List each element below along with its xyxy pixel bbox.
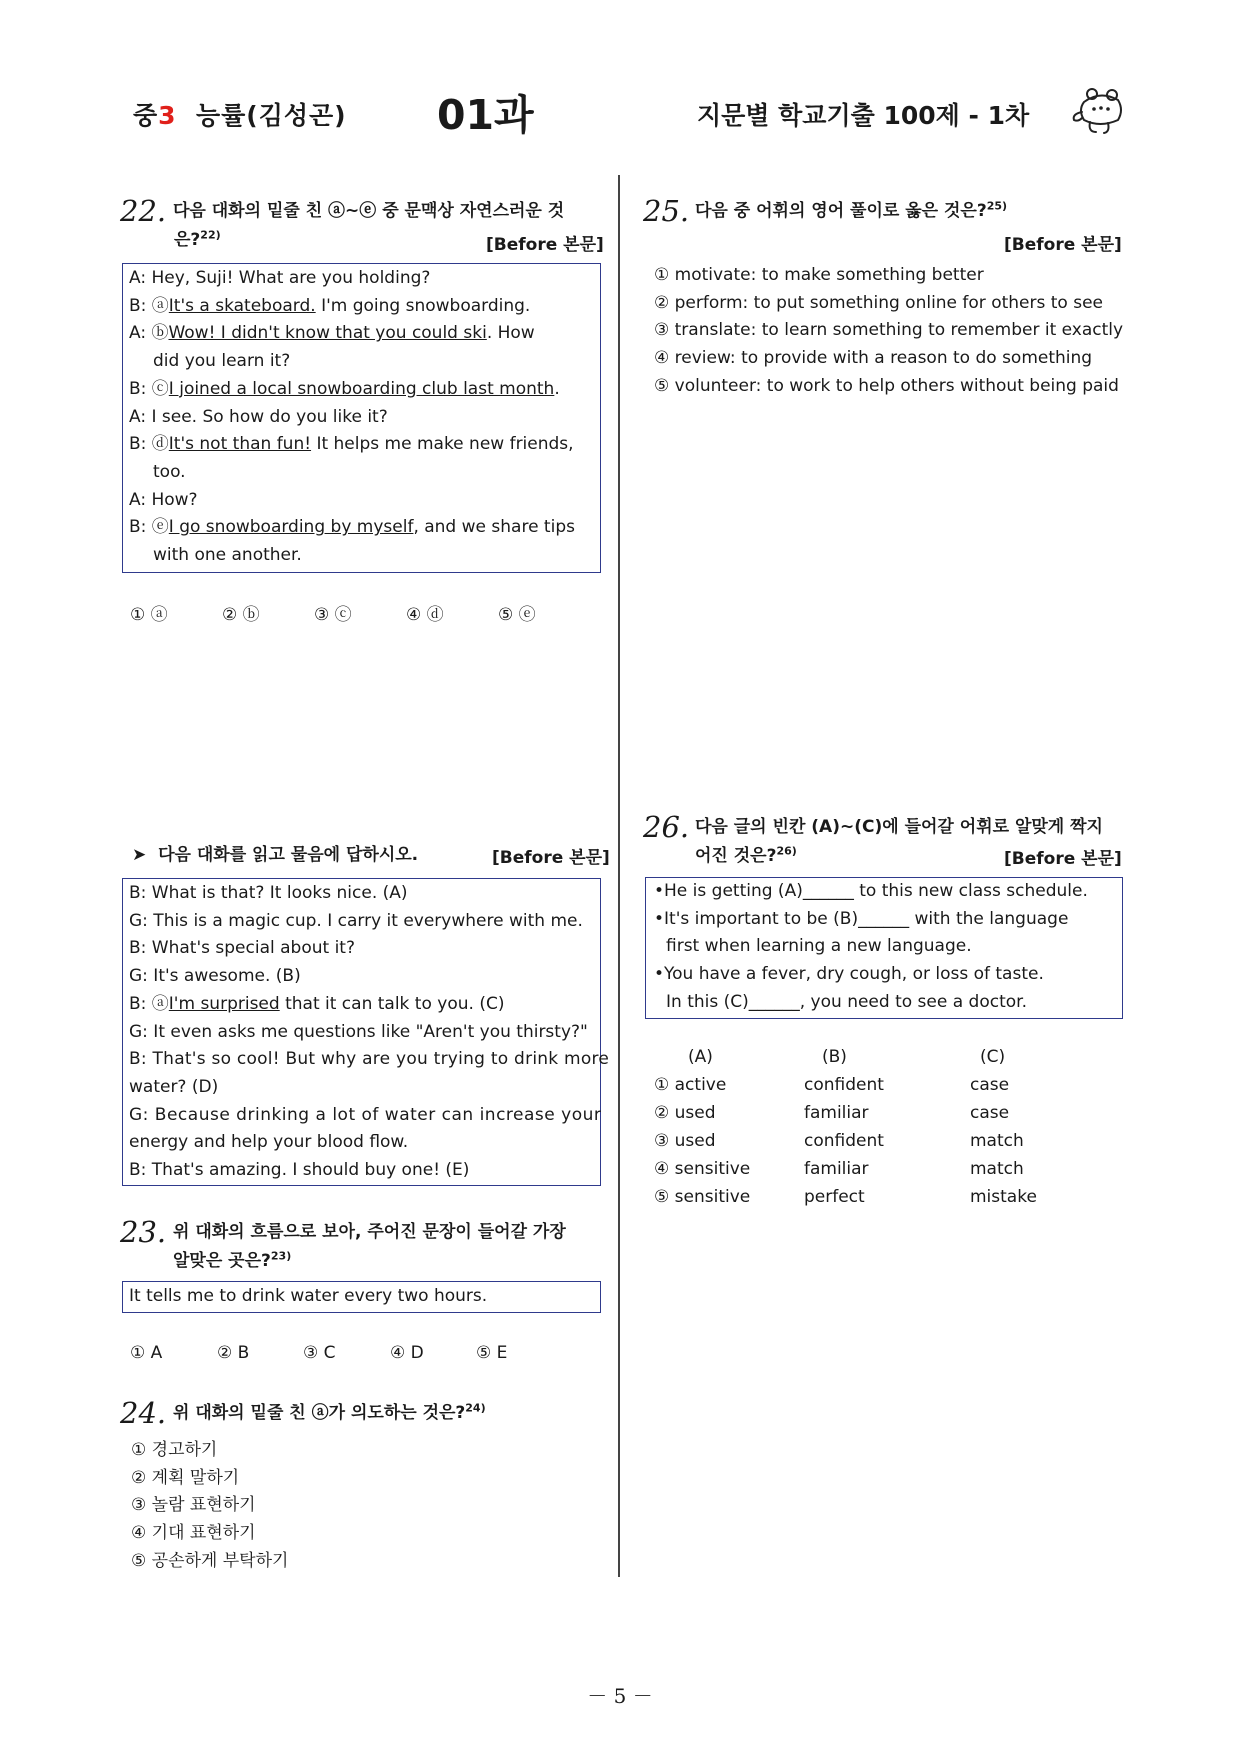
option-2-c: case xyxy=(970,1103,1010,1123)
option-2[interactable]: ② perform: to put something online for others to see xyxy=(654,292,1103,313)
option-1[interactable]: ① A xyxy=(130,1343,163,1363)
footnote-ref-25: 25) xyxy=(986,199,1008,213)
given-sentence-box xyxy=(122,1281,601,1313)
dialog-line: A: How? xyxy=(129,489,198,510)
answer-options-22 xyxy=(130,600,550,628)
option-4-c: match xyxy=(970,1159,1024,1179)
option-2[interactable]: ② used xyxy=(654,1103,716,1123)
answer-options-25 xyxy=(654,262,1123,401)
grade-number: 3 xyxy=(158,101,177,130)
shared-dialog-instruction xyxy=(132,841,418,870)
dialog-box-22 xyxy=(122,263,601,573)
dialog-line: water? (D) xyxy=(129,1076,219,1097)
given-sentence: It tells me to drink water every two hours. xyxy=(129,1286,488,1306)
dialog-line: G: It's awesome. (B) xyxy=(129,966,301,987)
option-1[interactable]: ① ⓐ xyxy=(130,605,168,625)
footnote-ref-23: 23) xyxy=(270,1249,292,1263)
answer-options-23 xyxy=(130,1343,530,1371)
column-header-b: (B) xyxy=(822,1047,847,1067)
underline-d: It's not than fun! xyxy=(168,434,312,455)
question-26-text-2: 어진 것은? xyxy=(695,846,777,866)
column-header-a: (A) xyxy=(688,1047,713,1067)
sentence-line: •He is getting (A)______ to this new class schedule. xyxy=(654,881,1088,901)
dialog-line: A: I see. So how do you like it? xyxy=(129,406,388,427)
footnote-ref-22: 22) xyxy=(200,228,221,242)
grade-textbook-label xyxy=(133,96,347,132)
dialog-line: B: That's so cool! But why are you trying to drink more xyxy=(129,1049,610,1070)
option-4[interactable]: ④ ⓓ xyxy=(406,605,444,625)
dialog-line: B: ⓐIt's a skateboard. I'm going snowboarding. xyxy=(129,295,531,316)
sentence-line: •You have a fever, dry cough, or loss of taste. xyxy=(654,964,1044,985)
option-3[interactable]: ③ translate: to learn something to remember it exactly xyxy=(654,320,1124,341)
dialog-line: B: What's special about it? xyxy=(129,938,355,959)
dialog-line: G: Because drinking a lot of water can increase your xyxy=(129,1104,602,1125)
question-number-26: 26. xyxy=(643,810,690,844)
question-24-prompt xyxy=(173,1399,486,1428)
footnote-ref-24: 24) xyxy=(465,1401,486,1415)
option-3[interactable]: ③ used xyxy=(654,1131,716,1151)
option-3[interactable]: ③ ⓒ xyxy=(314,605,352,625)
dialog-line: B: What is that? It looks nice. (A) xyxy=(129,883,408,903)
question-22-text: 다음 대화의 밑줄 친 ⓐ~ⓔ 중 문맥상 자연스러운 것 xyxy=(173,201,565,221)
sentence-box-26 xyxy=(645,877,1123,1019)
option-4[interactable]: ④ sensitive xyxy=(654,1159,751,1179)
option-5[interactable]: ⑤ 공손하게 부탁하기 xyxy=(131,1550,289,1571)
sentence-line: In this (C)______, you need to see a doctor. xyxy=(666,991,1027,1012)
question-number-22: 22. xyxy=(120,194,167,228)
answer-table-26 xyxy=(654,1044,1104,1214)
dialog-line: too. xyxy=(153,461,186,482)
textbook-name: 능률(김성곤) xyxy=(195,101,347,130)
option-1-b: confident xyxy=(804,1075,884,1095)
option-5[interactable]: ⑤ sensitive xyxy=(654,1187,751,1207)
source-tag-shared: [Before 본문] xyxy=(492,848,610,868)
question-23-text-2: 알맞은 곳은? xyxy=(173,1251,271,1271)
underline-a: It's a skateboard. xyxy=(168,295,316,316)
lesson-title: 01과 xyxy=(437,91,534,139)
dialog-line: with one another. xyxy=(153,545,302,566)
option-1[interactable]: ① motivate: to make something better xyxy=(654,265,984,285)
question-24-text: 위 대화의 밑줄 친 ⓐ가 의도하는 것은? xyxy=(173,1403,466,1423)
question-25-prompt xyxy=(695,197,1007,226)
question-26-text: 다음 글의 빈칸 (A)~(C)에 들어갈 어휘로 알맞게 짝지 xyxy=(695,817,1103,837)
option-5[interactable]: ⑤ volunteer: to work to help others without being paid xyxy=(654,375,1119,396)
option-3-b: confident xyxy=(804,1131,884,1151)
dialog-line: B: That's amazing. I should buy one! (E) xyxy=(129,1160,470,1181)
option-5[interactable]: ⑤ E xyxy=(476,1343,508,1363)
option-2-b: familiar xyxy=(804,1103,869,1123)
footnote-ref-26: 26) xyxy=(776,844,797,858)
dialog-line: energy and help your blood flow. xyxy=(129,1132,409,1153)
grade-prefix: 중 xyxy=(133,101,159,130)
option-2[interactable]: ② ⓑ xyxy=(222,605,260,625)
option-3[interactable]: ③ C xyxy=(303,1343,336,1363)
dialog-line: B: ⓔI go snowboarding by myself, and we share tips xyxy=(129,517,575,538)
option-5-b: perfect xyxy=(804,1187,865,1207)
option-1[interactable]: ① active xyxy=(654,1075,727,1095)
dialog-line: A: ⓑWow! I didn't know that you could ski. How xyxy=(129,323,535,344)
sentence-line: first when learning a new language. xyxy=(666,936,972,957)
question-22-text-2: 은? xyxy=(174,230,201,250)
source-tag-26: [Before 본문] xyxy=(1004,849,1122,869)
option-2[interactable]: ② B xyxy=(217,1343,250,1363)
dialog-line: A: Hey, Suji! What are you holding? xyxy=(129,268,431,288)
question-number-24: 24. xyxy=(120,1396,167,1430)
bear-mascot-icon xyxy=(1070,86,1124,136)
sentence-line: •It's important to be (B)______ with the language xyxy=(654,908,1069,929)
document-title: 지문별 학교기출 100제 - 1차 xyxy=(697,101,1030,130)
source-tag-22: [Before 본문] xyxy=(486,235,604,255)
question-number-23: 23. xyxy=(120,1215,167,1249)
column-divider xyxy=(618,175,620,1577)
question-23-text: 위 대화의 흐름으로 보아, 주어진 문장이 들어갈 가장 xyxy=(173,1222,566,1242)
shared-instruction-text: 다음 대화를 읽고 물음에 답하시오. xyxy=(158,845,419,865)
dialog-line: G: It even asks me questions like "Aren't you thirsty?" xyxy=(129,1021,588,1042)
option-4[interactable]: ④ 기대 표현하기 xyxy=(131,1523,256,1544)
option-4-b: familiar xyxy=(804,1159,869,1179)
option-1-c: case xyxy=(970,1075,1010,1095)
dialog-line: B: ⓓIt's not than fun! It helps me make new friends, xyxy=(129,434,574,455)
arrow-icon: ➤ xyxy=(132,845,147,865)
option-1[interactable]: ① 경고하기 xyxy=(131,1440,218,1460)
page-number: － 5 － xyxy=(587,1684,653,1708)
option-4[interactable]: ④ D xyxy=(390,1343,424,1363)
option-2[interactable]: ② 계획 말하기 xyxy=(131,1467,240,1488)
dialog-line: did you learn it? xyxy=(153,351,291,372)
underline-a: I'm surprised xyxy=(168,993,280,1014)
answer-options-24 xyxy=(131,1437,288,1576)
option-3[interactable]: ③ 놀람 표현하기 xyxy=(131,1495,256,1516)
source-tag-25: [Before 본문] xyxy=(1004,235,1122,255)
dialog-box-shared xyxy=(122,878,610,1186)
question-number-25: 25. xyxy=(643,194,690,228)
question-25-text: 다음 중 어휘의 영어 풀이로 옳은 것은? xyxy=(695,201,987,221)
underline-b: Wow! I didn't know that you could ski xyxy=(168,323,487,344)
question-23-prompt xyxy=(173,1218,599,1276)
dialog-line: B: ⓐI'm surprised that it can talk to you. (C) xyxy=(129,993,505,1014)
option-4[interactable]: ④ review: to provide with a reason to do something xyxy=(654,348,1093,369)
underline-c: I joined a local snowboarding club last month xyxy=(168,378,555,399)
underline-e: I go snowboarding by myself xyxy=(168,517,414,538)
column-header-c: (C) xyxy=(980,1047,1006,1067)
dialog-line: G: This is a magic cup. I carry it everywhere with me. xyxy=(129,910,583,931)
dialog-line: B: ⓒI joined a local snowboarding club last month. xyxy=(129,378,560,399)
option-5[interactable]: ⑤ ⓔ xyxy=(498,605,536,625)
option-5-c: mistake xyxy=(970,1187,1037,1207)
option-3-c: match xyxy=(970,1131,1024,1151)
